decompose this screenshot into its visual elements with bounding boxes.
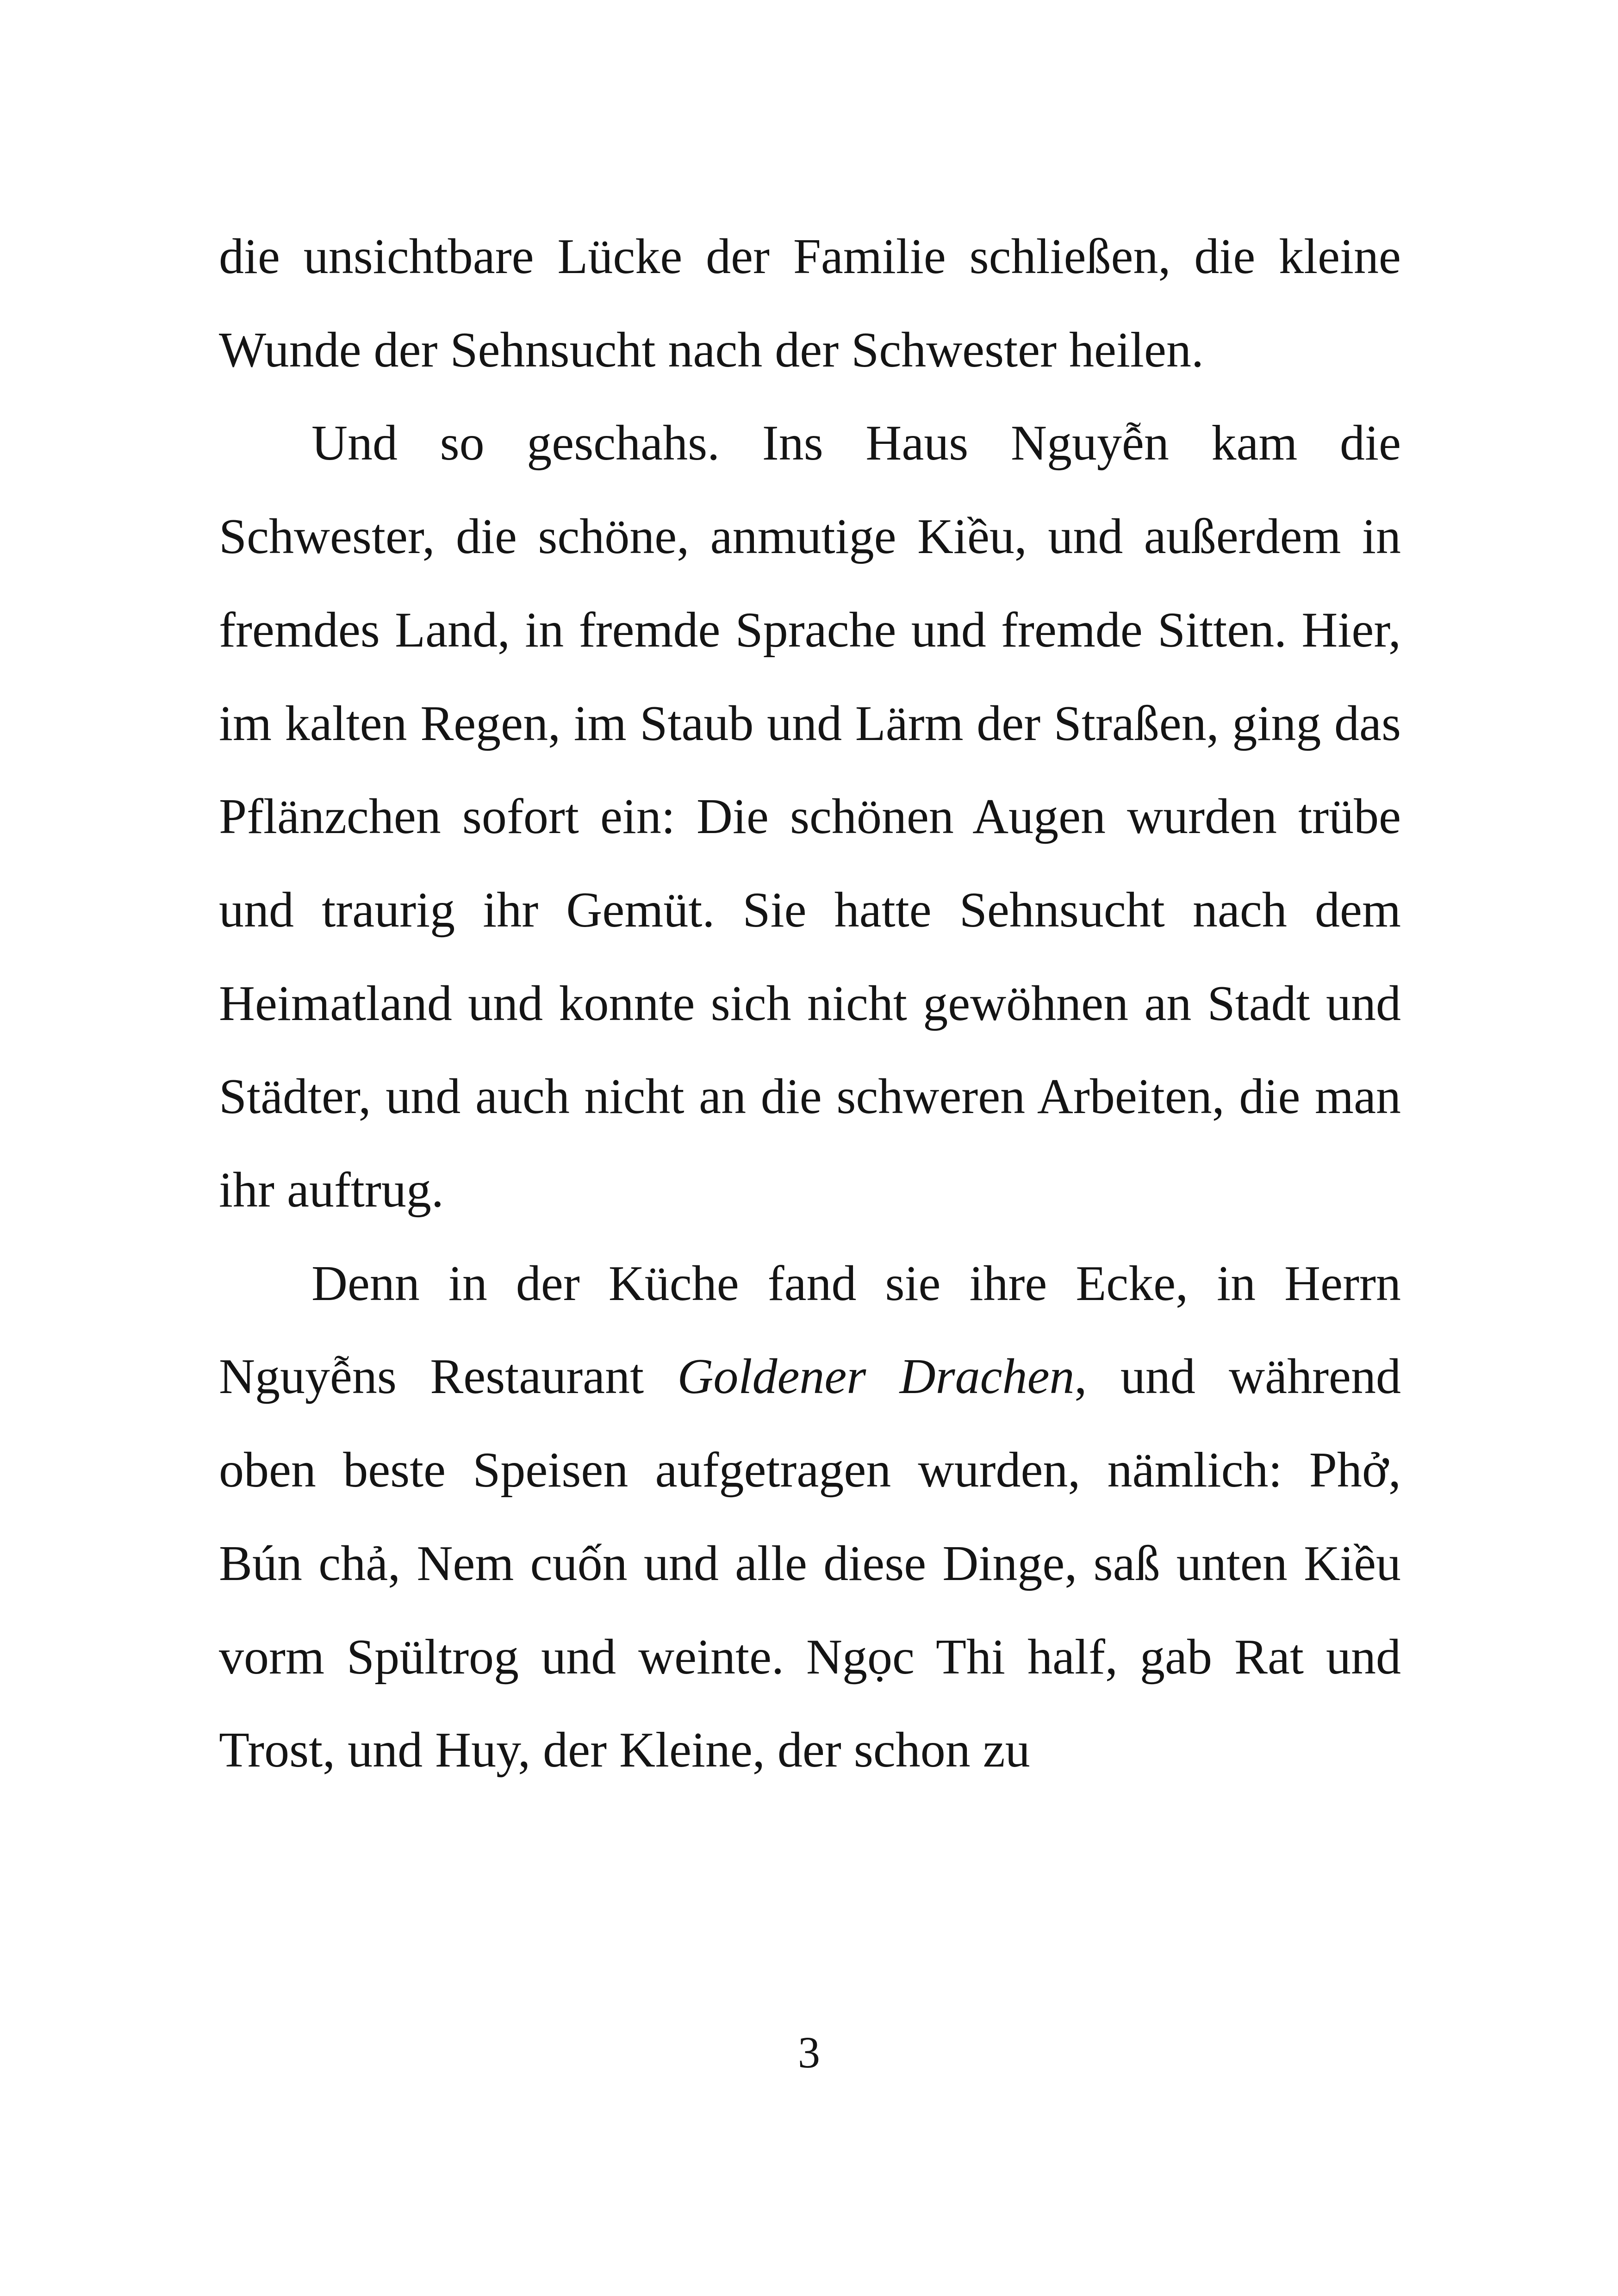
restaurant-name-italic: Goldener Drachen xyxy=(677,1349,1075,1405)
paragraph-3 xyxy=(219,1237,1401,1797)
paragraph-2: Und so geschahs. Ins Haus Nguyễn kam die Schwester, die schöne, anmutige Kiều, und außerdem in fremdes Land, in fremde Sprache und fremde Sitten. Hier, im kalten Regen, im Staub und Lärm der Straßen, ging das Pflänzchen sofort ein: Die schönen Augen wurden trübe und traurig ihr Gemüt. Sie hatte Sehnsucht nach dem Heimatland und konnte sich nicht gewöhnen an Stadt und Städter, und auch nicht an die schweren Arbeiten, die man ihr auftrug. xyxy=(219,416,1401,1218)
page-number: 3 xyxy=(798,2028,820,2077)
paragraph-1: die unsichtbare Lücke der Familie schließen, die kleine Wunde der Sehnsucht nach der Schwester heilen. xyxy=(219,229,1401,378)
paragraph-3-text-after: , und während oben beste Speisen aufgetragen wurden, nämlich: Phở, Bún chả, Nem cuốn und alle diese Dinge, saß unten Kiều vorm Spültrog und weinte. Ngọc Thi half, gab Rat und Trost, und Huy, der Kleine, der schon zu xyxy=(219,1349,1401,1778)
body-text xyxy=(219,210,1401,1797)
paragraph-3-text-before: Denn in der Küche fand sie ihre Ecke, in Herrn Nguyễns Restaurant xyxy=(219,1256,1401,1405)
